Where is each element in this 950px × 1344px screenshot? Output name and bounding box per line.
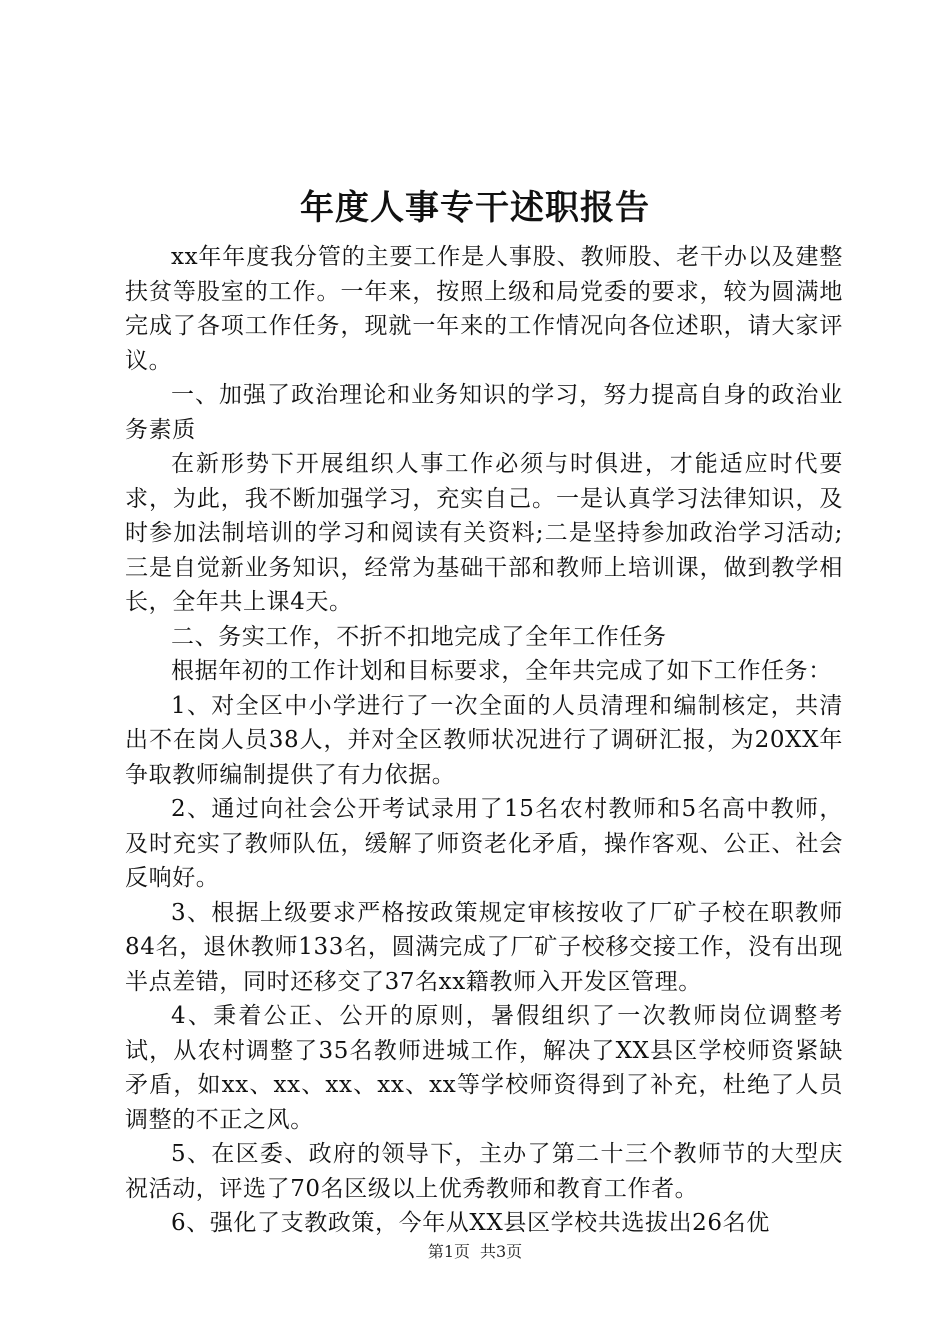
- list-item-1: 1、对全区中小学进行了一次全面的人员清理和编制核定，共清出不在岗人员38人，并对全区教师状况进行了调研汇报，为20XX年争取教师编制提供了有力依据。: [125, 692, 843, 788]
- section-heading-2: 二、务实工作，不折不扣地完成了全年工作任务: [171, 623, 667, 650]
- list-item-2: 2、通过向社会公开考试录用了15名农村教师和5名高中教师，及时充实了教师队伍，缓解了师资老化矛盾，操作客观、公正、社会反响好。: [125, 796, 843, 891]
- page-total: 共3页: [480, 1242, 523, 1261]
- list-item-5: 5、在区委、政府的领导下，主办了第二十三个教师节的大型庆祝活动，评选了70名区级以上优秀教师和教育工作者。: [125, 1141, 843, 1202]
- page-footer: [0, 1240, 950, 1264]
- list-item-6: 6、强化了支教政策，今年从XX县区学校共选拔出26名优: [171, 1210, 770, 1236]
- page-number: 第1页: [427, 1242, 470, 1261]
- document-title: 年度人事专干述职报告: [300, 188, 650, 228]
- section-heading-1: 一、加强了政治理论和业务知识的学习，努力提高自身的政治业务素质: [125, 382, 843, 443]
- document-body: [125, 240, 843, 1241]
- paragraph-tasks-intro: 根据年初的工作计划和目标要求，全年共完成了如下工作任务：: [171, 658, 832, 684]
- paragraph-study: 在新形势下开展组织人事工作必须与时俱进，才能适应时代要求，为此，我不断加强学习，充实自己。一是认真学习法律知识，及时参加法制培训的学习和阅读有关资料;二是坚持参加政治学习活动;三是自觉新业务知识，经常为基础干部和教师上培训课，做到教学相长，全年共上课4天。: [125, 451, 843, 615]
- list-item-3: 3、根据上级要求严格按政策规定审核按收了厂矿子校在职教师84名，退休教师133名，圆满完成了厂矿子校移交接工作，没有出现半点差错，同时还移交了37名xx籍教师入开发区管理。: [125, 899, 843, 995]
- list-item-4: 4、秉着公正、公开的原则，暑假组织了一次教师岗位调整考试，从农村调整了35名教师进城工作，解决了XX县区学校师资紧缺矛盾，如xx、xx、xx、xx、xx等学校师资得到了补充，杜绝了人员调整的不正之风。: [125, 1003, 843, 1133]
- paragraph-intro: xx年年度我分管的主要工作是人事股、教师股、老干办以及建整扶贫等股室的工作。一年来，按照上级和局党委的要求，较为圆满地完成了各项工作任务，现就一年来的工作情况向各位述职，请大家评议。: [125, 244, 843, 374]
